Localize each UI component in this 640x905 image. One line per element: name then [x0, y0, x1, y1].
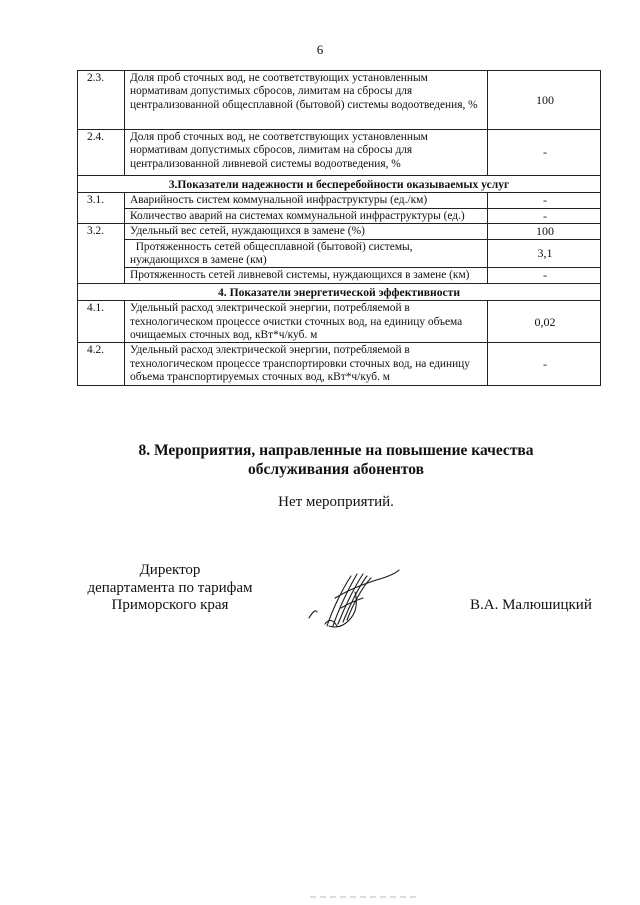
heading-line-1: 8. Мероприятия, направленные на повышение качества: [138, 442, 534, 459]
indicator-value: -: [488, 208, 601, 223]
indicator-value: -: [488, 268, 601, 283]
indicator-value: -: [488, 130, 601, 176]
indicator-value: 0,02: [488, 301, 601, 343]
table-row: [78, 193, 601, 208]
table-row: [78, 301, 601, 343]
table-row: [78, 343, 601, 385]
scan-artifact: [310, 894, 420, 900]
row-number: 3.2.: [78, 224, 125, 284]
table-row: [78, 208, 601, 223]
table-row: [78, 224, 601, 239]
signer-name: В.А. Малюшицкий: [470, 597, 592, 613]
indicator-text: Доля проб сточных вод, не соответствующих установленным нормативам допустимых сбросов, лимитам на сбросы для централизованной общесплавной (бытовой) системы водоотведения, %: [125, 71, 488, 130]
director-line-2: департамента по тарифам: [87, 579, 253, 596]
handwritten-signature: [305, 568, 405, 634]
indicator-text: Удельный расход электрической энергии, потребляемой в технологическом процессе очистки сточных вод, на единицу объема очищаемых сточных вод, кВт*ч/куб. м: [125, 301, 488, 343]
director-line-1: Директор: [139, 562, 201, 578]
indicator-text: Протяженность сетей ливневой системы, нуждающихся в замене (км): [125, 268, 488, 283]
indicator-text: Удельный расход электрической энергии, потребляемой в технологическом процессе транспортировки сточных вод, на единицу объема транспортируемых сточных вод, кВт*ч/куб. м: [125, 343, 488, 385]
section-heading: 4. Показатели энергетической эффективности: [78, 283, 601, 300]
indicator-text: Доля проб сточных вод, не соответствующих установленным нормативам допустимых сбросов, лимитам на сбросы для централизованной ливневой системы водоотведения, %: [125, 130, 488, 176]
heading-line-2: обслуживания абонентов: [248, 461, 424, 478]
indicator-text: Аварийность систем коммунальной инфраструктуры (ед./км): [125, 193, 488, 208]
row-number: 2.4.: [78, 130, 125, 176]
indicator-value: -: [488, 193, 601, 208]
indicator-value: 100: [488, 71, 601, 130]
director-title: [50, 562, 290, 615]
table-row: [78, 71, 601, 130]
indicator-value: -: [488, 343, 601, 385]
indicator-text: Протяженность сетей общесплавной (бытовой) системы, нуждающихся в замене (км): [125, 239, 488, 268]
row-number: 3.1.: [78, 193, 125, 224]
section-row: [78, 283, 601, 300]
row-number: 4.2.: [78, 343, 125, 385]
indicator-value: 3,1: [488, 239, 601, 268]
table-row: [78, 268, 601, 283]
indicators-table-body: [78, 71, 601, 386]
section-heading: 3.Показатели надежности и бесперебойности оказываемых услуг: [78, 176, 601, 193]
indicator-value: 100: [488, 224, 601, 239]
director-line-3: Приморского края: [111, 597, 229, 613]
indicator-text: Количество аварий на системах коммунальной инфраструктуры (ед.): [125, 208, 488, 223]
indicators-table: [77, 70, 601, 386]
indicator-text: Удельный вес сетей, нуждающихся в замене (%): [125, 224, 488, 239]
section-8-heading: [0, 441, 640, 479]
page-number: 6: [316, 42, 324, 57]
table-row: [78, 239, 601, 268]
row-number: 2.3.: [78, 71, 125, 130]
section-row: [78, 176, 601, 193]
no-measures-text: Нет мероприятий.: [278, 494, 394, 510]
row-number: 4.1.: [78, 301, 125, 343]
table-row: [78, 130, 601, 176]
